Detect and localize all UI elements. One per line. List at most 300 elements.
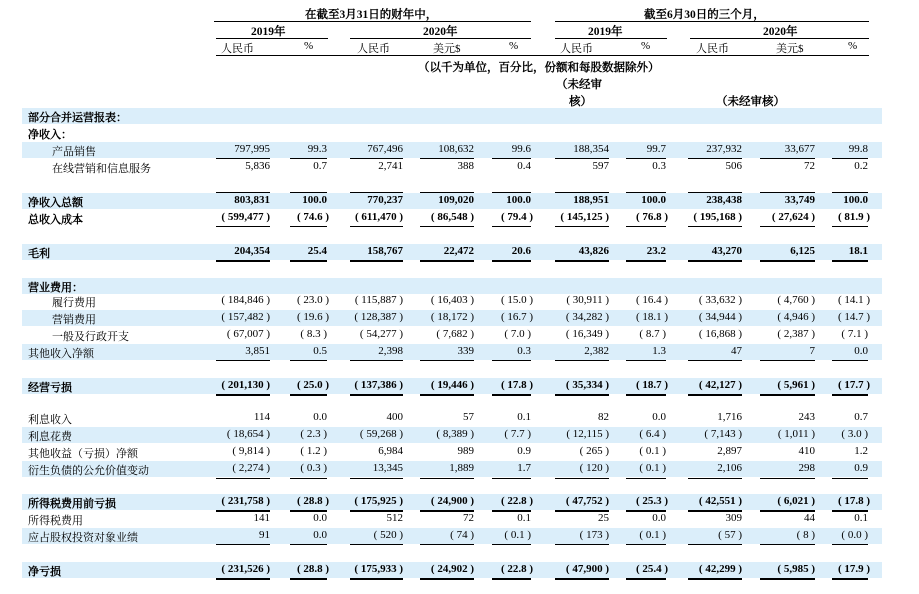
table-cell: ( 17.8 ) (501, 379, 534, 391)
year-rule (555, 38, 667, 39)
table-cell: 989 (457, 445, 474, 457)
table-cell: 2,106 (717, 462, 742, 474)
row-label: 经营亏损 (28, 382, 72, 394)
row-label: 所得税费用 (28, 515, 83, 527)
table-cell: 1,716 (717, 411, 742, 423)
units-note: （以千为单位，百分比，份额和每股数据除外） (418, 62, 660, 74)
table-cell: ( 0.3 ) (300, 462, 327, 474)
table-cell: 33,749 (784, 194, 815, 206)
table-row (22, 494, 882, 510)
table-cell: 82 (598, 411, 609, 423)
col-header-rmb: 人民币 (357, 43, 390, 55)
total-rule (420, 544, 474, 545)
table-cell: 0.1 (517, 411, 531, 423)
table-cell: 1,889 (449, 462, 474, 474)
total-rule (626, 360, 666, 361)
total-rule (492, 544, 531, 545)
table-cell: ( 42,127 ) (698, 379, 742, 391)
total-rule (492, 360, 531, 361)
unaudited-note-full: （未经审核） (716, 96, 785, 108)
total-rule (626, 158, 666, 159)
row-label: 毛利 (28, 248, 50, 260)
table-cell: ( 7.0 ) (504, 328, 531, 340)
total-rule (760, 394, 815, 396)
total-rule (832, 478, 868, 479)
table-cell: 108,632 (438, 143, 474, 155)
table-cell: ( 1,011 ) (777, 428, 815, 440)
row-label: 利息花费 (28, 431, 72, 443)
total-rule (290, 158, 327, 159)
table-cell: 339 (457, 345, 474, 357)
table-cell: ( 128,387 ) (354, 311, 403, 323)
table-cell: ( 17.7 ) (838, 379, 871, 391)
table-cell: ( 8.7 ) (639, 328, 666, 340)
table-row (22, 528, 882, 544)
table-row (22, 244, 882, 260)
total-rule (832, 510, 868, 512)
unaudited-note-a: （未经审 (556, 79, 602, 91)
total-rule (688, 578, 742, 580)
table-cell: 99.7 (646, 143, 666, 155)
table-cell: ( 25.4 ) (636, 563, 669, 575)
table-cell: ( 265 ) (579, 445, 609, 457)
total-rule (832, 192, 868, 193)
table-cell: 99.6 (511, 143, 531, 155)
col-header-rmb: 人民币 (696, 43, 729, 55)
total-rule (492, 260, 531, 262)
table-cell: ( 18,654 ) (226, 428, 270, 440)
table-cell: 238,438 (706, 194, 742, 206)
row-label: 其他收入净额 (28, 348, 94, 360)
table-cell: ( 34,282 ) (565, 311, 609, 323)
table-cell: ( 599,477 ) (221, 211, 270, 223)
table-cell: ( 16,868 ) (698, 328, 742, 340)
table-cell: ( 74 ) (450, 529, 474, 541)
total-rule (420, 578, 474, 580)
table-cell: 0.9 (517, 445, 531, 457)
table-cell: ( 2,274 ) (232, 462, 270, 474)
total-rule (688, 260, 742, 262)
table-cell: ( 14.1 ) (838, 294, 871, 306)
total-rule (688, 192, 742, 193)
table-row (22, 125, 882, 141)
row-label: 净收入： (28, 129, 72, 141)
total-rule (760, 578, 815, 580)
table-cell: 158,767 (367, 245, 403, 257)
table-cell: ( 520 ) (373, 529, 403, 541)
table-row (22, 210, 882, 226)
table-cell: ( 6.4 ) (639, 428, 666, 440)
header-rule (555, 21, 869, 22)
row-label: 履行费用 (52, 297, 96, 309)
table-cell: ( 47,900 ) (565, 563, 609, 575)
table-cell: 803,831 (234, 194, 270, 206)
table-cell: ( 0.1 ) (504, 529, 531, 541)
table-cell: ( 0.0 ) (841, 529, 868, 541)
total-rule (626, 394, 666, 396)
table-cell: ( 28.8 ) (297, 495, 330, 507)
table-cell: 1.7 (517, 462, 531, 474)
total-rule (290, 544, 327, 545)
table-cell: 237,932 (706, 143, 742, 155)
table-cell: 512 (386, 512, 403, 524)
table-cell: ( 27,624 ) (771, 211, 815, 223)
total-rule (760, 260, 815, 262)
table-cell: ( 17.8 ) (838, 495, 871, 507)
total-rule (216, 578, 270, 580)
table-cell: 25.4 (307, 245, 327, 257)
row-label: 一般及行政开支 (52, 331, 129, 343)
table-cell: ( 34,944 ) (698, 311, 742, 323)
table-cell: ( 2,387 ) (777, 328, 815, 340)
table-cell: 44 (804, 512, 815, 524)
row-label: 营业费用： (28, 282, 83, 294)
total-rule (626, 192, 666, 193)
total-rule (420, 260, 474, 262)
table-cell: 2,382 (584, 345, 609, 357)
row-label: 产品销售 (52, 146, 96, 158)
total-rule (216, 544, 270, 545)
table-row (22, 310, 882, 326)
table-cell: ( 157,482 ) (221, 311, 270, 323)
total-rule (350, 394, 403, 396)
total-rule (760, 510, 815, 512)
table-cell: ( 5,985 ) (777, 563, 815, 575)
total-rule (555, 260, 609, 262)
row-label: 营销费用 (52, 314, 96, 326)
table-cell: ( 18.7 ) (636, 379, 669, 391)
row-label: 应占股权投资对象业绩 (28, 532, 138, 544)
table-cell: ( 79.4 ) (501, 211, 534, 223)
table-cell: 2,897 (717, 445, 742, 457)
unaudited-note-b: 核） (569, 96, 592, 108)
table-cell: 100.0 (302, 194, 327, 206)
table-cell: 109,020 (438, 194, 474, 206)
year-rule (690, 38, 869, 39)
table-cell: 597 (592, 160, 609, 172)
total-rule (555, 158, 609, 159)
table-row (22, 461, 882, 477)
table-cell: 0.3 (517, 345, 531, 357)
table-cell: ( 12,115 ) (566, 428, 609, 440)
table-cell: ( 0.1 ) (639, 529, 666, 541)
table-cell: 13,345 (372, 462, 403, 474)
table-cell: ( 145,125 ) (560, 211, 609, 223)
table-cell: 99.3 (307, 143, 327, 155)
table-cell: 23.2 (646, 245, 666, 257)
table-cell: ( 4,760 ) (777, 294, 815, 306)
table-cell: ( 175,933 ) (354, 563, 403, 575)
total-rule (420, 510, 474, 512)
table-cell: 100.0 (843, 194, 868, 206)
table-cell: 0.2 (854, 160, 868, 172)
table-cell: ( 23.0 ) (297, 294, 330, 306)
row-label: 利息收入 (28, 414, 72, 426)
table-cell: 43,826 (578, 245, 609, 257)
total-rule (760, 360, 815, 361)
table-cell: 0.7 (313, 160, 327, 172)
year-2020-fy: 2020年 (423, 26, 458, 38)
table-cell: ( 14.7 ) (838, 311, 871, 323)
table-cell: 25 (598, 512, 609, 524)
table-cell: ( 16.7 ) (501, 311, 534, 323)
table-cell: ( 175,925 ) (354, 495, 403, 507)
table-cell: 100.0 (641, 194, 666, 206)
total-rule (832, 226, 868, 227)
total-rule (626, 226, 666, 227)
table-cell: ( 6,021 ) (777, 495, 815, 507)
table-cell: 388 (457, 160, 474, 172)
table-cell: ( 3.0 ) (841, 428, 868, 440)
table-cell: 99.8 (848, 143, 868, 155)
table-cell: 0.0 (854, 345, 868, 357)
total-rule (350, 192, 403, 193)
total-rule (420, 360, 474, 361)
column-header-rule (216, 55, 869, 56)
table-cell: 1.2 (854, 445, 868, 457)
total-rule (350, 510, 403, 512)
col-header-pct: % (304, 40, 314, 52)
total-rule (420, 394, 474, 396)
total-rule (688, 394, 742, 396)
col-header-pct: % (641, 40, 651, 52)
table-cell: 309 (725, 512, 742, 524)
table-cell: ( 22.8 ) (501, 495, 534, 507)
table-cell: ( 47,752 ) (565, 495, 609, 507)
table-cell: 767,496 (367, 143, 403, 155)
total-rule (492, 394, 531, 396)
table-cell: 188,951 (573, 194, 609, 206)
total-rule (216, 478, 270, 479)
total-rule (290, 510, 327, 512)
total-rule (832, 394, 868, 396)
table-cell: ( 120 ) (579, 462, 609, 474)
table-cell: ( 54,277 ) (359, 328, 403, 340)
table-cell: 506 (725, 160, 742, 172)
total-rule (832, 544, 868, 545)
col-header-rmb: 人民币 (221, 43, 254, 55)
table-cell: ( 81.9 ) (838, 211, 871, 223)
table-cell: 0.7 (854, 411, 868, 423)
table-cell: 47 (731, 345, 742, 357)
total-rule (688, 544, 742, 545)
table-cell: ( 7,682 ) (436, 328, 474, 340)
table-cell: 0.0 (313, 512, 327, 524)
total-rule (216, 510, 270, 512)
total-rule (350, 158, 403, 159)
quarter-period-header: 截至6月30日的三个月， (644, 9, 765, 21)
table-cell: 0.9 (854, 462, 868, 474)
table-cell: ( 173 ) (579, 529, 609, 541)
total-rule (492, 478, 531, 479)
table-cell: ( 4,946 ) (777, 311, 815, 323)
table-cell: 770,237 (367, 194, 403, 206)
total-rule (555, 578, 609, 580)
total-rule (420, 226, 474, 227)
row-label: 其他收益（亏损）净额 (28, 448, 138, 460)
total-rule (290, 260, 327, 262)
total-rule (626, 260, 666, 262)
table-cell: ( 7.1 ) (841, 328, 868, 340)
row-label: 净亏损 (28, 566, 61, 578)
total-rule (555, 478, 609, 479)
total-rule (492, 578, 531, 580)
year-rule (350, 38, 531, 39)
total-rule (688, 226, 742, 227)
total-rule (555, 544, 609, 545)
table-cell: ( 0.1 ) (639, 462, 666, 474)
total-rule (420, 158, 474, 159)
total-rule (290, 360, 327, 361)
table-cell: ( 76.8 ) (636, 211, 669, 223)
total-rule (760, 226, 815, 227)
table-cell: ( 25.3 ) (636, 495, 669, 507)
col-header-usd: 美元$ (433, 43, 461, 55)
total-rule (626, 544, 666, 545)
total-rule (760, 478, 815, 479)
table-cell: ( 25.0 ) (297, 379, 330, 391)
table-cell: ( 137,386 ) (354, 379, 403, 391)
table-cell: ( 74.6 ) (297, 211, 330, 223)
table-cell: ( 24,900 ) (430, 495, 474, 507)
row-label: 总收入成本 (28, 214, 83, 226)
table-cell: 0.1 (517, 512, 531, 524)
table-cell: 114 (253, 411, 270, 423)
year-2019-q: 2019年 (588, 26, 623, 38)
total-rule (216, 394, 270, 396)
row-label: 部分合并运营报表： (28, 112, 127, 124)
total-rule (626, 578, 666, 580)
table-cell: 204,354 (234, 245, 270, 257)
table-cell: ( 9,814 ) (232, 445, 270, 457)
table-cell: ( 28.8 ) (297, 563, 330, 575)
table-row (22, 511, 882, 527)
table-cell: 410 (798, 445, 815, 457)
total-rule (420, 192, 474, 193)
table-cell: ( 42,551 ) (698, 495, 742, 507)
total-rule (832, 360, 868, 361)
table-cell: ( 7,143 ) (704, 428, 742, 440)
total-rule (555, 510, 609, 512)
table-row (22, 444, 882, 460)
table-cell: 141 (253, 512, 270, 524)
table-cell: 33,677 (784, 143, 815, 155)
total-rule (290, 226, 327, 227)
total-rule (350, 578, 403, 580)
table-cell: ( 67,007 ) (226, 328, 270, 340)
table-cell: ( 19.6 ) (297, 311, 330, 323)
table-cell: ( 611,470 ) (355, 211, 403, 223)
row-label: 净收入总额 (28, 197, 83, 209)
table-cell: 0.4 (517, 160, 531, 172)
table-row (22, 108, 882, 124)
table-cell: 188,354 (573, 143, 609, 155)
table-cell: ( 30,911 ) (566, 294, 609, 306)
table-cell: ( 18.1 ) (636, 311, 669, 323)
table-cell: 6,125 (790, 245, 815, 257)
table-row (22, 344, 882, 360)
table-cell: ( 17.9 ) (838, 563, 871, 575)
table-cell: ( 16,349 ) (565, 328, 609, 340)
table-cell: 0.1 (854, 512, 868, 524)
table-row (22, 378, 882, 394)
table-cell: ( 19,446 ) (430, 379, 474, 391)
total-rule (290, 192, 327, 193)
table-cell: 18.1 (848, 245, 868, 257)
col-header-rmb: 人民币 (560, 43, 593, 55)
table-cell: 0.0 (652, 411, 666, 423)
table-cell: ( 18,172 ) (430, 311, 474, 323)
year-2020-q: 2020年 (763, 26, 798, 38)
table-cell: ( 195,168 ) (693, 211, 742, 223)
table-row (22, 327, 882, 343)
table-cell: 5,836 (245, 160, 270, 172)
total-rule (688, 478, 742, 479)
table-cell: ( 0.1 ) (639, 445, 666, 457)
table-cell: ( 7.7 ) (504, 428, 531, 440)
fiscal-period-header: 在截至3月31日的财年中， (305, 9, 438, 21)
table-cell: ( 5,961 ) (777, 379, 815, 391)
total-rule (832, 260, 868, 262)
col-header-pct: % (509, 40, 519, 52)
table-cell: ( 2.3 ) (300, 428, 327, 440)
table-cell: 72 (463, 512, 474, 524)
row-label: 衍生负债的公允价值变动 (28, 465, 149, 477)
total-rule (216, 192, 270, 193)
table-cell: ( 231,526 ) (221, 563, 270, 575)
total-rule (350, 544, 403, 545)
total-rule (290, 394, 327, 396)
table-cell: ( 184,846 ) (221, 294, 270, 306)
table-cell: 91 (259, 529, 270, 541)
total-rule (832, 578, 868, 580)
table-cell: 0.3 (652, 160, 666, 172)
total-rule (216, 260, 270, 262)
total-rule (760, 544, 815, 545)
table-cell: ( 86,548 ) (430, 211, 474, 223)
table-cell: ( 35,334 ) (565, 379, 609, 391)
table-cell: ( 59,268 ) (359, 428, 403, 440)
table-cell: 298 (798, 462, 815, 474)
table-cell: 243 (798, 411, 815, 423)
table-row (22, 159, 882, 175)
table-cell: ( 201,130 ) (221, 379, 270, 391)
table-cell: ( 22.8 ) (501, 563, 534, 575)
table-cell: 797,995 (234, 143, 270, 155)
table-cell: 0.5 (313, 345, 327, 357)
table-row (22, 410, 882, 426)
table-cell: 6,984 (378, 445, 403, 457)
table-cell: ( 42,299 ) (698, 563, 742, 575)
table-cell: 20.6 (511, 245, 531, 257)
table-cell: 57 (463, 411, 474, 423)
table-cell: 1.3 (652, 345, 666, 357)
table-row (22, 193, 882, 209)
total-rule (555, 394, 609, 396)
total-rule (626, 510, 666, 512)
table-cell: 100.0 (506, 194, 531, 206)
total-rule (688, 510, 742, 512)
table-cell: 0.0 (313, 529, 327, 541)
table-cell: ( 57 ) (718, 529, 742, 541)
row-label: 所得税费用前亏损 (28, 498, 116, 510)
total-rule (492, 158, 531, 159)
total-rule (216, 158, 270, 159)
table-cell: ( 16.4 ) (636, 294, 669, 306)
col-header-pct: % (848, 40, 858, 52)
total-rule (688, 158, 742, 159)
total-rule (350, 226, 403, 227)
